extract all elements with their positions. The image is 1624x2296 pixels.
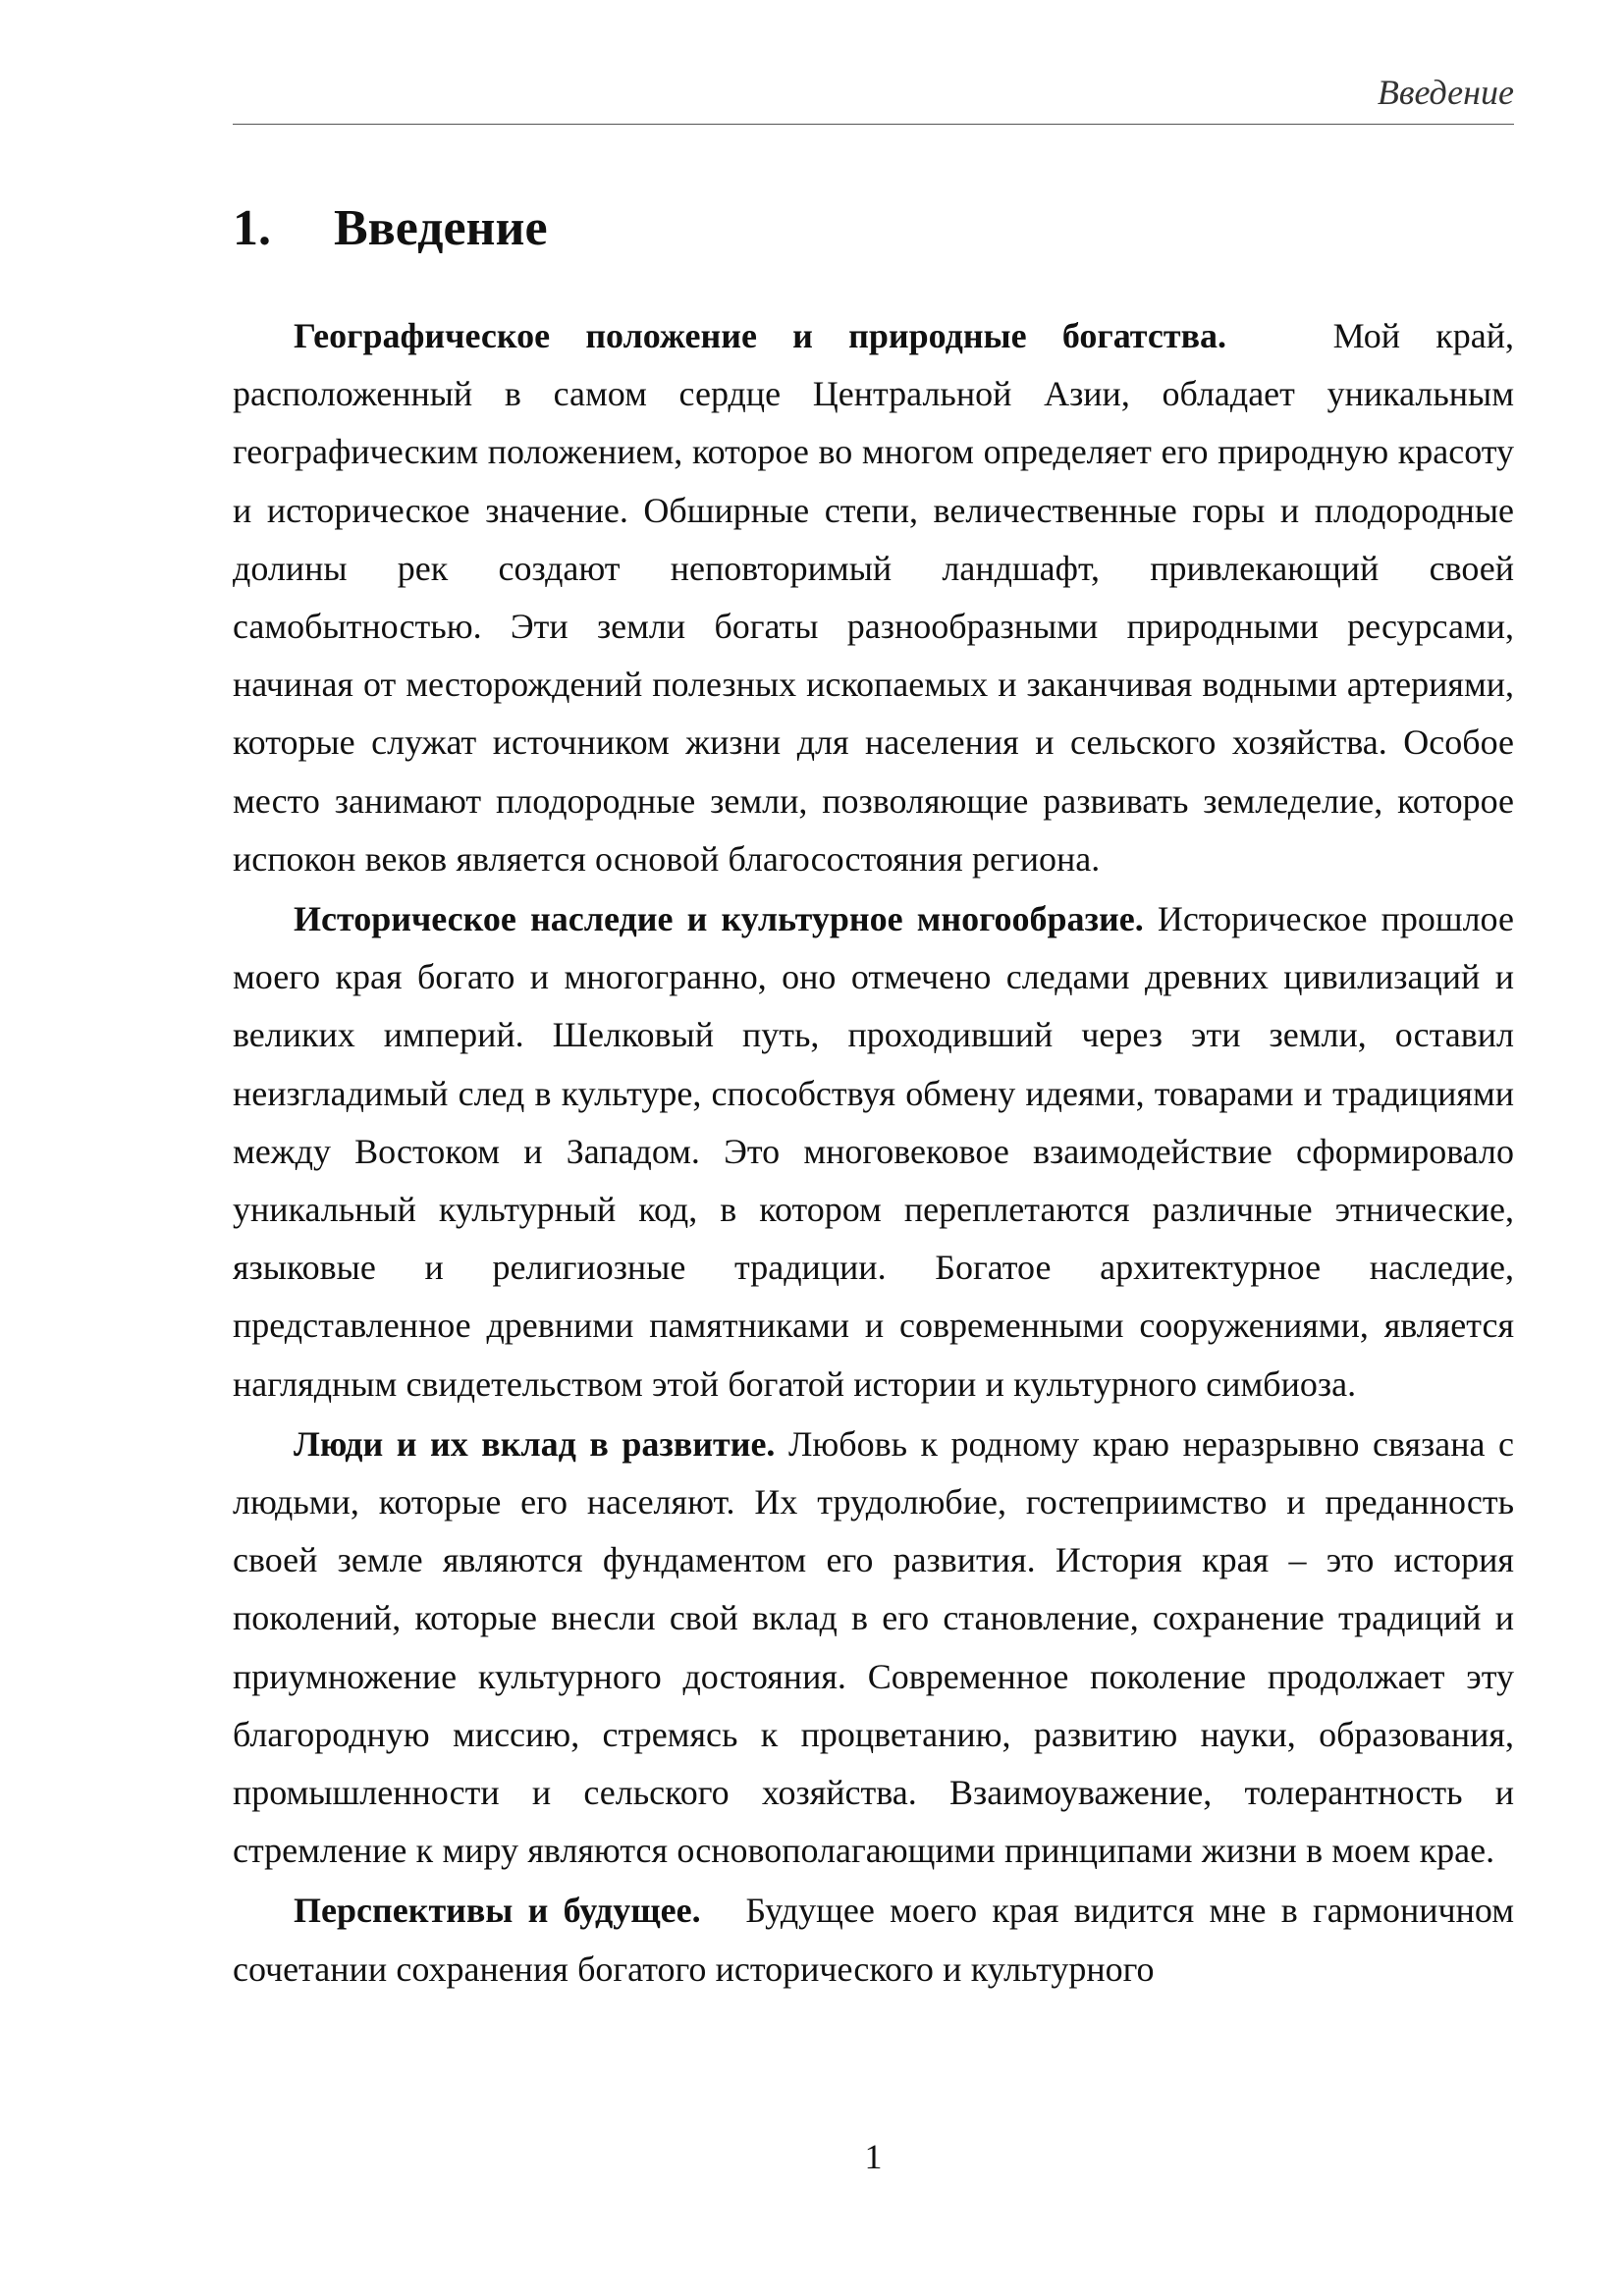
paragraph-lead: Географическое положение и природные богатства. (294, 316, 1227, 355)
paragraph-text: Историческое прошлое моего края богато и многогранно, оно отмечено следами древних цивилизаций и великих империй. Шелковый путь, проходивший через эти земли, оставил неизгладимый след в культуре, способствуя обмену идеями, товарами и традициями между Востоком и Западом. Это многовековое взаимодействие сформировало уникальный культурный код, в котором переплетаются различные этнические, языковые и религиозные традиции. Богатое архитектурное наследие, представленное древними памятниками и современными сооружениями, является наглядным свидетельством этой богатой истории и культурного симбиоза. (233, 899, 1514, 1404)
paragraph-future (233, 1882, 1514, 1998)
chapter-number: 1. (233, 200, 271, 256)
chapter-title: Введение (334, 200, 548, 256)
paragraph-lead: Люди и их вклад в развитие. (294, 1423, 776, 1464)
header-rule (233, 124, 1514, 125)
chapter-heading (233, 194, 548, 263)
paragraph-text: Мой край, расположенный в самом сердце Центральной Азии, обладает уникальным географическим положением, которое во многом определяет его природную красоту и историческое значение. Обширные степи, величественные горы и плодородные долины рек создают неповторимый ландшафт, привлекающий своей самобытностью. Эти земли богаты разнообразными природными ресурсами, начиная от месторождений полезных ископаемых и заканчивая водными артериями, которые служат источником жизни для населения и сельского хозяйства. Особое место занимают плодородные земли, позволяющие развивать земледелие, которое испокон веков является основой благосостояния региона. (233, 316, 1514, 879)
running-header: Введение (1377, 73, 1514, 112)
paragraph-text: Будущее моего края видится мне в гармоничном сочетании сохранения богатого исторического и культурного (233, 1891, 1514, 1989)
body-text (233, 307, 1514, 2001)
paragraph-text: Любовь к родному краю неразрывно связана с людьми, которые его населяют. Их трудолюбие, гостеприимство и преданность своей земле являются фундаментом его развития. История края – это история поколений, которые внесли свой вклад в его становление, сохранение традиций и приумножение культурного достояния. Современное поколение продолжает эту благородную миссию, стремясь к процветанию, развитию науки, образования, промышленности и сельского хозяйства. Взаимоуважение, толерантность и стремление к миру являются основополагающими принципами жизни в моем крае. (233, 1423, 1515, 1871)
paragraph-history (233, 890, 1514, 1414)
paragraph-geography (233, 307, 1514, 888)
paragraph-lead: Перспективы и будущее. (294, 1891, 701, 1931)
paragraph-lead: Историческое наследие и культурное многообразие. (294, 899, 1144, 939)
page-number: 1 (864, 2137, 883, 2176)
paragraph-people (233, 1415, 1514, 1881)
